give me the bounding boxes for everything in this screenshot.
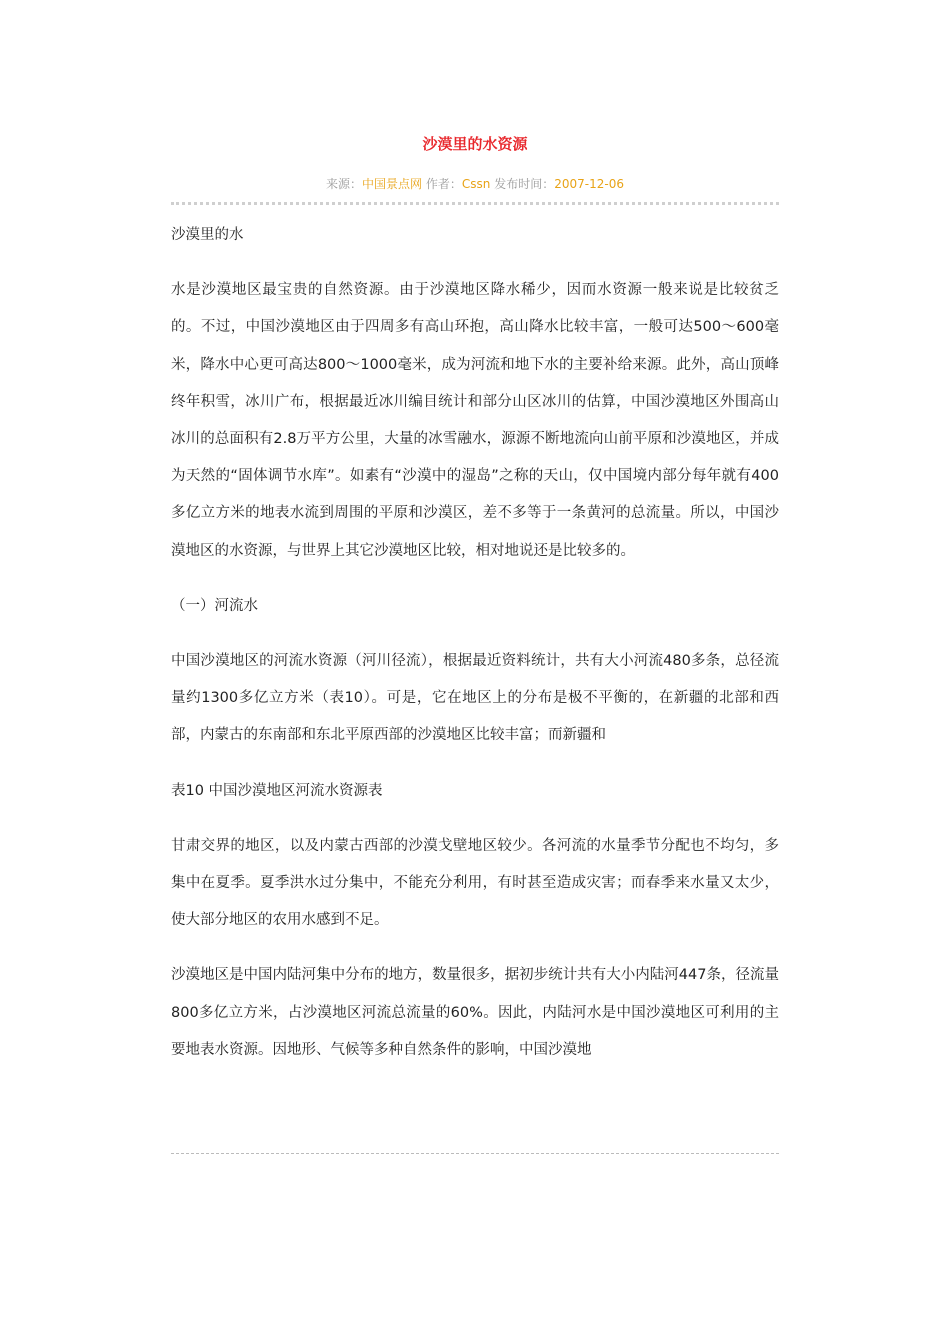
table-caption: 表10 中国沙漠地区河流水资源表	[171, 782, 383, 799]
article-meta	[171, 174, 779, 194]
article-body	[171, 217, 779, 1069]
paragraph: 中国沙漠地区的河流水资源（河川径流），根据最近资料统计，共有大小河流480多条，总径流量约1300多亿立方米（表10）。可是，它在地区上的分布是极不平衡的，在新疆的北部和西部，内蒙古的东南部和东北平原西部的沙漠地区比较丰富；而新疆和	[171, 653, 779, 744]
author-value: Cssn	[461, 177, 491, 191]
date-label: 发布时间：	[494, 177, 555, 191]
paragraph: 沙漠地区是中国内陆河集中分布的地方，数量很多，据初步统计共有大小内陆河447条，径流量800多亿立方米，占沙漠地区河流总流量的60%。因此，内陆河水是中国沙漠地区可利用的主要地表水资源。因地形、气候等多种自然条件的影响，中国沙漠地	[171, 967, 779, 1058]
source-link[interactable]: 中国景点网	[362, 177, 423, 191]
author-label: 作者：	[425, 177, 462, 191]
paragraph: 甘肃交界的地区，以及内蒙古西部的沙漠戈壁地区较少。各河流的水量季节分配也不均匀，多集中在夏季。夏季洪水过分集中，不能充分利用，有时甚至造成灾害；而春季来水量又太少，使大部分地区的农用水感到不足。	[171, 837, 779, 929]
header-divider	[171, 202, 779, 205]
article-title: 沙漠里的水资源	[422, 135, 528, 153]
section-heading: 沙漠里的水	[171, 227, 244, 243]
section-heading: （一）河流水	[171, 597, 258, 614]
date-value: 2007-12-06	[554, 177, 624, 191]
source-label: 来源：	[326, 177, 363, 191]
article	[171, 130, 779, 1087]
paragraph: 水是沙漠地区最宝贵的自然资源。由于沙漠地区降水稀少，因而水资源一般来说是比较贫乏的。不过，中国沙漠地区由于四周多有高山环抱，高山降水比较丰富，一般可达500～600毫米，降水中心更可高达800～1000毫米，成为河流和地下水的主要补给来源。此外，高山顶峰终年积雪，冰川广布，根据最近冰川编目统计和部分山区冰川的估算，中国沙漠地区外围高山冰川的总面积有2.8万平方公里，大量的冰雪融水，源源不断地流向山前平原和沙漠地区，并成为天然的“固体调节水库”。如素有“沙漠中的湿岛”之称的天山，仅中国境内部分每年就有400多亿立方米的地表水流到周围的平原和沙漠区，差不多等于一条黄河的总流量。所以，中国沙漠地区的水资源，与世界上其它沙漠地区比较，相对地说还是比较多的。	[171, 282, 779, 559]
footer-divider	[171, 1153, 779, 1154]
